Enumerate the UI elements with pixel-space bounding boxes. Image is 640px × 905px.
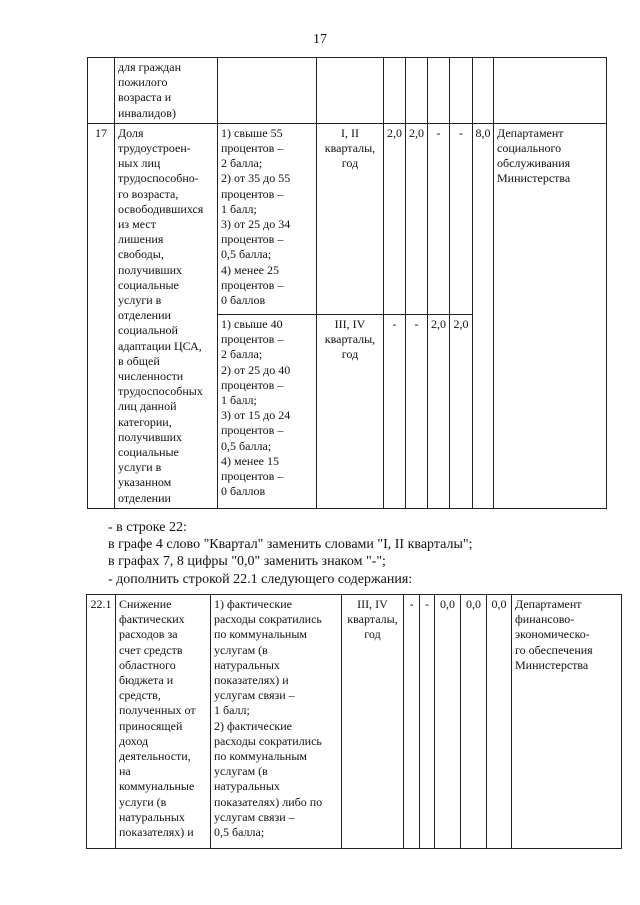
- row-number-cell: 17: [88, 123, 115, 508]
- table-row: [87, 595, 622, 849]
- value-cell: [384, 58, 406, 124]
- page-number: 17: [313, 32, 327, 47]
- value-cell: -: [450, 123, 473, 314]
- criteria-table-continued: [87, 57, 607, 509]
- criteria-cell: 1) свыше 55 процентов – 2 балла; 2) от 35 до 55 процентов – 1 балл; 3) от 25 до 34 процентов – 0,5 балла; 4) менее 25 процентов – 0 баллов: [218, 123, 317, 314]
- value-cell: 2,0: [450, 315, 473, 509]
- value-cell: -: [404, 595, 420, 849]
- value-cell: 0,0: [461, 595, 487, 849]
- value-cell: -: [384, 315, 406, 509]
- period-cell: III, IV кварталы, год: [342, 595, 404, 849]
- value-cell: [406, 58, 428, 124]
- responsible-cell: Департамент социального обслуживания Министерства: [494, 123, 607, 508]
- instruction-line: в графах 7, 8 цифры "0,0" заменить знаком "-";: [108, 554, 386, 570]
- value-cell: [428, 58, 450, 124]
- responsible-cell: [494, 58, 607, 124]
- instruction-line: - в строке 22:: [108, 520, 187, 535]
- criteria-table-new-row: [86, 594, 622, 849]
- total-cell: [473, 58, 494, 124]
- table-row: [88, 58, 607, 124]
- value-cell: 2,0: [384, 123, 406, 314]
- value-cell: [450, 58, 473, 124]
- responsible-cell: Департамент финансово- экономическо- го обеспечения Министерства: [512, 595, 622, 849]
- instruction-line: - дополнить строкой 22.1 следующего содержания:: [108, 571, 413, 587]
- value-cell: 2,0: [428, 315, 450, 509]
- period-cell: [317, 58, 384, 124]
- criteria-cell: [218, 58, 317, 124]
- row-number-cell: 22.1: [87, 595, 116, 849]
- value-cell: -: [428, 123, 450, 314]
- value-cell: -: [420, 595, 435, 849]
- period-cell: III, IV кварталы, год: [317, 315, 384, 509]
- table-row: [88, 123, 607, 314]
- indicator-cell: для граждан пожилого возраста и инвалидов): [115, 58, 218, 124]
- indicator-cell: Доля трудоустроен- ных лиц трудоспособно- го возраста, освободившихся из мест лишения свободы, получивших социальные услуги в отделении социальной адаптации ЦСА, в общей численности трудоспособных лиц данной категории, получивших социальные услуги в указанном отделении: [115, 123, 218, 508]
- total-cell: 0,0: [487, 595, 512, 849]
- value-cell: 2,0: [406, 123, 428, 314]
- row-number-cell: [88, 58, 115, 124]
- indicator-cell: Снижение фактических расходов за счет средств областного бюджета и средств, полученных от приносящей доход деятельности, на коммунальные услуги (в натуральных показателях) и: [116, 595, 211, 849]
- period-cell: I, II кварталы, год: [317, 123, 384, 314]
- instruction-line: в графе 4 слово "Квартал" заменить словами "I, II кварталы";: [108, 537, 473, 553]
- criteria-cell: 1) свыше 40 процентов – 2 балла; 2) от 25 до 40 процентов – 1 балл; 3) от 15 до 24 процентов – 0,5 балла; 4) менее 15 процентов – 0 баллов: [218, 315, 317, 509]
- criteria-cell: 1) фактические расходы сократились по коммунальным услугам (в натуральных показателях) и услугам связи – 1 балл; 2) фактические расходы сократились по коммунальным услугам (в натуральных показателях) либо по услугам связи – 0,5 балла;: [211, 595, 342, 849]
- amendment-instructions: [108, 519, 472, 588]
- value-cell: -: [406, 315, 428, 509]
- total-cell: 8,0: [473, 123, 494, 508]
- value-cell: 0,0: [435, 595, 461, 849]
